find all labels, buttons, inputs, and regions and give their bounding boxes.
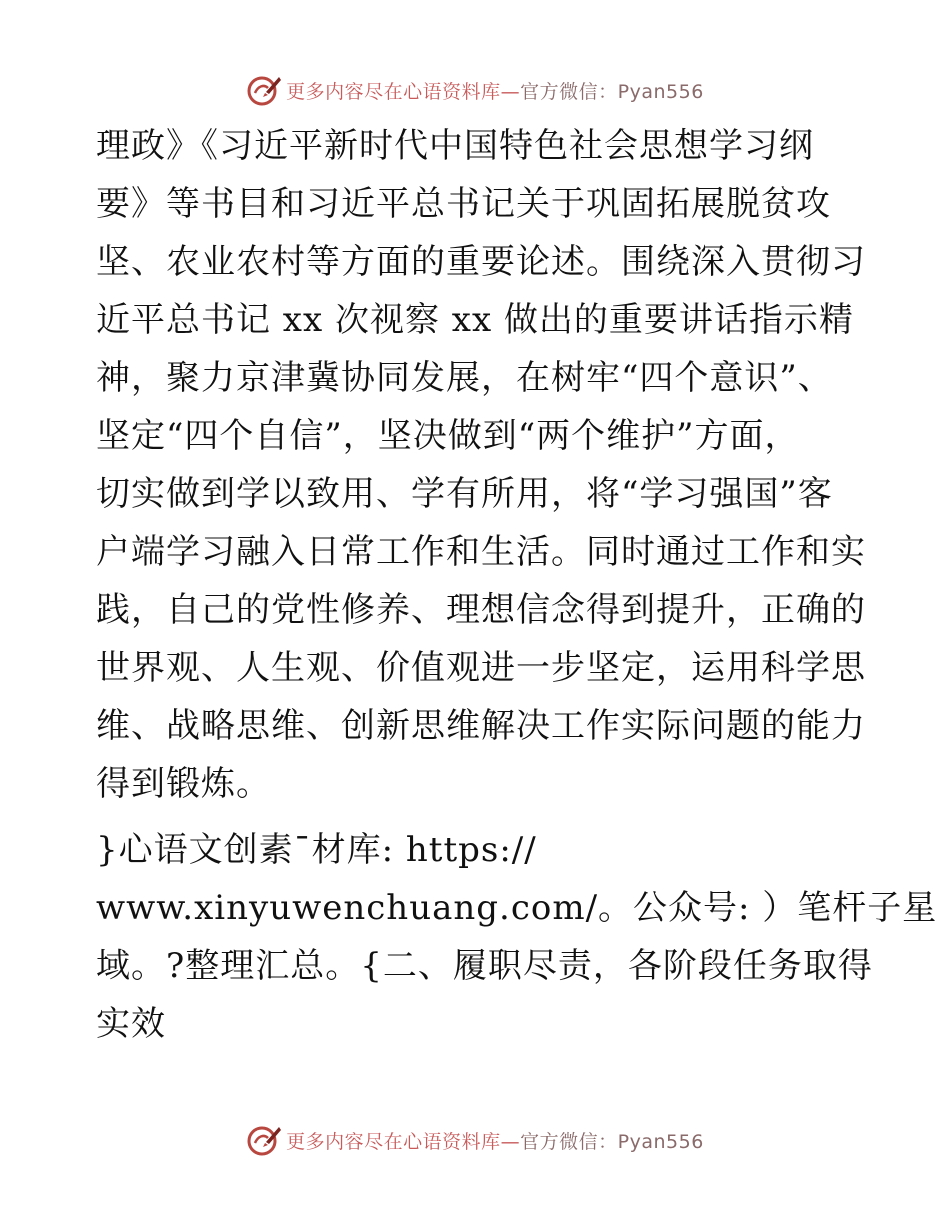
header-banner-text: 更多内容尽在心语资料库—官方微信：Pyan556 [286, 80, 704, 103]
text-line: 理政》《习近平新时代中国特色社会思想学习纲 [96, 126, 814, 166]
footer-banner-text: 更多内容尽在心语资料库—官方微信：Pyan556 [286, 1130, 704, 1153]
pen-logo-icon [246, 72, 282, 108]
text-line: 切实做到学以致用、学有所用，将“学习强国”客 [96, 474, 833, 514]
text-line: 近平总书记 xx 次视察 xx 做出的重要讲话指示精 [96, 300, 854, 340]
text-line: 践，自己的党性修养、理想信念得到提升，正确的 [96, 590, 866, 630]
text-line: 实效 [96, 1004, 166, 1044]
text-line: }心语文创素¯材库: https:// [96, 830, 537, 870]
document-body [96, 117, 938, 1053]
text-line: 维、战略思维、创新思维解决工作实际问题的能力 [96, 706, 866, 746]
text-line: www.xinyuwenchuang.com/。公众号: ）笔杆子星 [96, 888, 938, 928]
header-banner [0, 70, 950, 110]
text-line: 坚定“四个自信”，坚决做到“两个维护”方面， [96, 416, 800, 456]
text-line: 神，聚力京津冀协同发展，在树牢“四个意识”、 [96, 358, 833, 398]
text-line: 户端学习融入日常工作和生活。同时通过工作和实 [96, 532, 866, 572]
text-line: 要》等书目和习近平总书记关于巩固拓展脱贫攻 [96, 184, 831, 224]
text-line: 世界观、人生观、价值观进一步坚定，运用科学思 [96, 648, 866, 688]
pen-logo-icon [246, 1122, 282, 1158]
text-line: 得到锻炼。 [96, 764, 271, 804]
footer-banner [0, 1120, 950, 1160]
paragraph-source-note [96, 821, 938, 1053]
text-line: 坚、农业农村等方面的重要论述。围绕深入贯彻习 [96, 242, 866, 282]
paragraph-study-summary [96, 117, 866, 813]
text-line: 域。?整理汇总。{二、履职尽责，各阶段任务取得 [96, 946, 873, 986]
